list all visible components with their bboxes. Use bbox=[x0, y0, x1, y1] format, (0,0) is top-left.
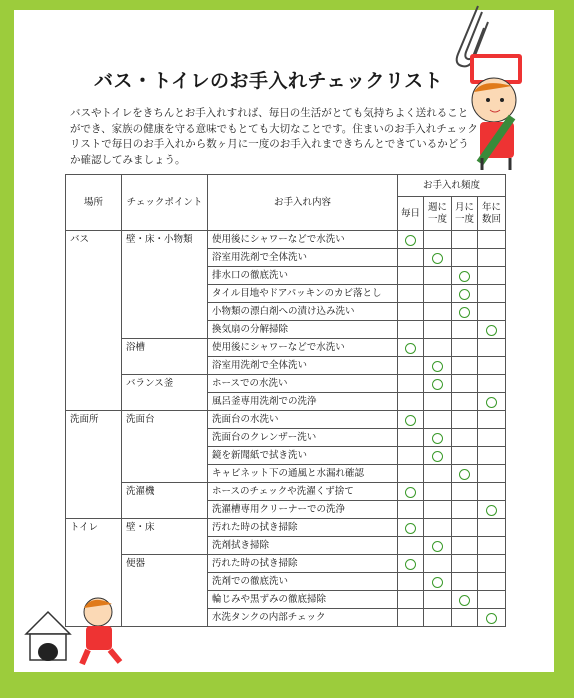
cell-weekly bbox=[424, 339, 452, 357]
cell-monthly bbox=[452, 249, 478, 267]
cell-daily bbox=[398, 249, 424, 267]
cell-place: 洗面所 bbox=[66, 411, 122, 429]
cell-daily bbox=[398, 339, 424, 357]
cell-monthly bbox=[452, 303, 478, 321]
cell-daily bbox=[398, 375, 424, 393]
cell-weekly bbox=[424, 411, 452, 429]
cell-monthly bbox=[452, 483, 478, 501]
cell-place bbox=[66, 483, 122, 501]
cell-weekly bbox=[424, 501, 452, 519]
cell-task: 汚れた時の拭き掃除 bbox=[208, 555, 398, 573]
table-row bbox=[66, 411, 506, 429]
table-row bbox=[66, 375, 506, 393]
cell-checkpoint bbox=[122, 447, 208, 465]
cell-task: 使用後にシャワーなどで水洗い bbox=[208, 339, 398, 357]
cell-yearly bbox=[478, 501, 506, 519]
cell-task: 洗剤での徹底洗い bbox=[208, 573, 398, 591]
cell-monthly bbox=[452, 321, 478, 339]
cell-monthly bbox=[452, 231, 478, 249]
cell-yearly bbox=[478, 375, 506, 393]
table-row bbox=[66, 249, 506, 267]
cell-daily bbox=[398, 429, 424, 447]
check-circle-icon bbox=[432, 379, 443, 390]
cell-yearly bbox=[478, 231, 506, 249]
cell-checkpoint: 洗濯機 bbox=[122, 483, 208, 501]
cell-weekly bbox=[424, 447, 452, 465]
cell-checkpoint: 壁・床・小物類 bbox=[122, 231, 208, 249]
cell-daily bbox=[398, 573, 424, 591]
cell-yearly bbox=[478, 573, 506, 591]
cell-yearly bbox=[478, 249, 506, 267]
header-daily: 毎日 bbox=[398, 197, 424, 231]
check-circle-icon bbox=[486, 505, 497, 516]
header-frequency: お手入れ頻度 bbox=[398, 175, 506, 197]
table-row bbox=[66, 537, 506, 555]
check-circle-icon bbox=[486, 325, 497, 336]
cell-place bbox=[66, 573, 122, 591]
cell-monthly bbox=[452, 519, 478, 537]
cell-weekly bbox=[424, 537, 452, 555]
cell-yearly bbox=[478, 393, 506, 411]
cell-monthly bbox=[452, 267, 478, 285]
cell-checkpoint bbox=[122, 501, 208, 519]
cell-weekly bbox=[424, 357, 452, 375]
cell-yearly bbox=[478, 357, 506, 375]
check-circle-icon bbox=[459, 289, 470, 300]
cell-place bbox=[66, 537, 122, 555]
header-place: 場所 bbox=[66, 175, 122, 231]
page-title: バス・トイレのお手入れチェックリスト bbox=[94, 70, 444, 92]
cell-checkpoint: 便器 bbox=[122, 555, 208, 573]
table-row bbox=[66, 519, 506, 537]
cell-weekly bbox=[424, 375, 452, 393]
cell-place bbox=[66, 303, 122, 321]
cell-monthly bbox=[452, 375, 478, 393]
cell-task: 浴室用洗剤で全体洗い bbox=[208, 249, 398, 267]
cell-weekly bbox=[424, 609, 452, 627]
check-circle-icon bbox=[432, 541, 443, 552]
check-circle-icon bbox=[405, 235, 416, 246]
table-row bbox=[66, 321, 506, 339]
cell-task: 風呂釜専用洗剤での洗浄 bbox=[208, 393, 398, 411]
cell-yearly bbox=[478, 465, 506, 483]
cell-place bbox=[66, 321, 122, 339]
table-row bbox=[66, 501, 506, 519]
cell-place bbox=[66, 501, 122, 519]
cell-daily bbox=[398, 465, 424, 483]
table-row bbox=[66, 555, 506, 573]
cell-task: 輪じみや黒ずみの徹底掃除 bbox=[208, 591, 398, 609]
cell-daily bbox=[398, 357, 424, 375]
cell-task: 使用後にシャワーなどで水洗い bbox=[208, 231, 398, 249]
check-circle-icon bbox=[405, 415, 416, 426]
header-content: お手入れ内容 bbox=[208, 175, 398, 231]
cell-daily bbox=[398, 447, 424, 465]
intro-text: バスやトイレをきちんとお手入れすれば、毎日の生活がとても気持ちよく送れることができ、家族の健康を守る意味でもとても大切なことです。住まいのお手入れチェックリストで毎日のお手入れから数ヶ月に一度のお手入れまできちんとできているかどうか確認してみましょう。 bbox=[70, 107, 478, 166]
table-row bbox=[66, 465, 506, 483]
cell-yearly bbox=[478, 519, 506, 537]
check-circle-icon bbox=[432, 451, 443, 462]
cell-weekly bbox=[424, 519, 452, 537]
cell-place: バス bbox=[66, 231, 122, 249]
table-row bbox=[66, 357, 506, 375]
cell-monthly bbox=[452, 537, 478, 555]
check-circle-icon bbox=[486, 397, 497, 408]
cell-checkpoint bbox=[122, 321, 208, 339]
cell-checkpoint bbox=[122, 249, 208, 267]
cell-weekly bbox=[424, 429, 452, 447]
cell-monthly bbox=[452, 447, 478, 465]
table-row bbox=[66, 573, 506, 591]
cell-daily bbox=[398, 285, 424, 303]
cell-task: 浴室用洗剤で全体洗い bbox=[208, 357, 398, 375]
cell-checkpoint bbox=[122, 591, 208, 609]
check-circle-icon bbox=[459, 307, 470, 318]
cell-place bbox=[66, 285, 122, 303]
cell-daily bbox=[398, 519, 424, 537]
cell-yearly bbox=[478, 267, 506, 285]
cell-yearly bbox=[478, 555, 506, 573]
cell-task: 小物類の漂白剤への漬け込み洗い bbox=[208, 303, 398, 321]
check-circle-icon bbox=[432, 361, 443, 372]
cell-monthly bbox=[452, 591, 478, 609]
cell-task: 洗濯槽専用クリーナーでの洗浄 bbox=[208, 501, 398, 519]
cell-yearly bbox=[478, 429, 506, 447]
cell-place bbox=[66, 339, 122, 357]
cell-daily bbox=[398, 609, 424, 627]
cell-weekly bbox=[424, 573, 452, 591]
cell-weekly bbox=[424, 483, 452, 501]
cell-weekly bbox=[424, 591, 452, 609]
cell-place bbox=[66, 267, 122, 285]
check-circle-icon bbox=[432, 577, 443, 588]
cell-checkpoint bbox=[122, 429, 208, 447]
cell-daily bbox=[398, 501, 424, 519]
cell-checkpoint bbox=[122, 267, 208, 285]
cell-yearly bbox=[478, 339, 506, 357]
cell-daily bbox=[398, 393, 424, 411]
cell-monthly bbox=[452, 465, 478, 483]
cell-monthly bbox=[452, 339, 478, 357]
check-circle-icon bbox=[459, 595, 470, 606]
cell-place bbox=[66, 357, 122, 375]
cell-checkpoint: 洗面台 bbox=[122, 411, 208, 429]
cell-task: 排水口の徹底洗い bbox=[208, 267, 398, 285]
cell-daily bbox=[398, 483, 424, 501]
cell-weekly bbox=[424, 555, 452, 573]
cell-yearly bbox=[478, 321, 506, 339]
cell-daily bbox=[398, 591, 424, 609]
cell-checkpoint: バランス釜 bbox=[122, 375, 208, 393]
cell-monthly bbox=[452, 429, 478, 447]
cell-place bbox=[66, 447, 122, 465]
table-row bbox=[66, 303, 506, 321]
check-circle-icon bbox=[432, 433, 443, 444]
cell-yearly bbox=[478, 483, 506, 501]
cell-task: 洗面台のクレンザー洗い bbox=[208, 429, 398, 447]
header-checkpoint: チェックポイント bbox=[122, 175, 208, 231]
cell-task: 水洗タンクの内部チェック bbox=[208, 609, 398, 627]
cell-daily bbox=[398, 267, 424, 285]
table-row bbox=[66, 339, 506, 357]
cell-weekly bbox=[424, 267, 452, 285]
check-circle-icon bbox=[486, 613, 497, 624]
cell-checkpoint bbox=[122, 357, 208, 375]
cell-checkpoint bbox=[122, 609, 208, 627]
cell-place bbox=[66, 465, 122, 483]
table-row bbox=[66, 231, 506, 249]
cell-yearly bbox=[478, 591, 506, 609]
header-yearly: 年に数回 bbox=[478, 197, 506, 231]
cell-weekly bbox=[424, 285, 452, 303]
checklist-table bbox=[65, 174, 506, 627]
cell-task: ホースのチェックや洗濯くず捨て bbox=[208, 483, 398, 501]
table-row bbox=[66, 393, 506, 411]
check-circle-icon bbox=[405, 487, 416, 498]
cell-checkpoint bbox=[122, 393, 208, 411]
cell-weekly bbox=[424, 303, 452, 321]
cell-daily bbox=[398, 411, 424, 429]
cell-checkpoint bbox=[122, 303, 208, 321]
cell-yearly bbox=[478, 411, 506, 429]
cell-weekly bbox=[424, 249, 452, 267]
cell-checkpoint bbox=[122, 465, 208, 483]
cell-checkpoint bbox=[122, 537, 208, 555]
cell-place bbox=[66, 429, 122, 447]
header-monthly: 月に一度 bbox=[452, 197, 478, 231]
cell-daily bbox=[398, 555, 424, 573]
cell-weekly bbox=[424, 393, 452, 411]
cell-yearly bbox=[478, 303, 506, 321]
cell-daily bbox=[398, 321, 424, 339]
cell-monthly bbox=[452, 393, 478, 411]
cell-task: 汚れた時の拭き掃除 bbox=[208, 519, 398, 537]
cell-place bbox=[66, 375, 122, 393]
cell-weekly bbox=[424, 321, 452, 339]
check-circle-icon bbox=[432, 253, 443, 264]
cell-monthly bbox=[452, 285, 478, 303]
cell-monthly bbox=[452, 555, 478, 573]
boy-with-doghouse-illustration bbox=[22, 590, 134, 670]
check-circle-icon bbox=[405, 523, 416, 534]
header-weekly: 週に一度 bbox=[424, 197, 452, 231]
cell-task: キャビネット下の通風と水漏れ確認 bbox=[208, 465, 398, 483]
cell-monthly bbox=[452, 501, 478, 519]
check-circle-icon bbox=[405, 343, 416, 354]
table-row bbox=[66, 267, 506, 285]
cell-task: 換気扇の分解掃除 bbox=[208, 321, 398, 339]
check-circle-icon bbox=[405, 559, 416, 570]
cell-yearly bbox=[478, 285, 506, 303]
cell-checkpoint bbox=[122, 285, 208, 303]
table-row bbox=[66, 447, 506, 465]
cell-yearly bbox=[478, 447, 506, 465]
table-row bbox=[66, 285, 506, 303]
cell-task: 鏡を新聞紙で拭き洗い bbox=[208, 447, 398, 465]
cell-daily bbox=[398, 303, 424, 321]
cell-monthly bbox=[452, 411, 478, 429]
cell-weekly bbox=[424, 465, 452, 483]
cell-daily bbox=[398, 537, 424, 555]
cell-task: 洗剤拭き掃除 bbox=[208, 537, 398, 555]
check-circle-icon bbox=[459, 271, 470, 282]
cell-yearly bbox=[478, 537, 506, 555]
cell-daily bbox=[398, 231, 424, 249]
cell-monthly bbox=[452, 573, 478, 591]
check-circle-icon bbox=[459, 469, 470, 480]
table-row bbox=[66, 483, 506, 501]
cell-place bbox=[66, 393, 122, 411]
cell-monthly bbox=[452, 357, 478, 375]
cell-yearly bbox=[478, 609, 506, 627]
cell-checkpoint bbox=[122, 573, 208, 591]
table-row bbox=[66, 429, 506, 447]
cell-place: トイレ bbox=[66, 519, 122, 537]
cell-monthly bbox=[452, 609, 478, 627]
cell-weekly bbox=[424, 231, 452, 249]
cell-task: ホースでの水洗い bbox=[208, 375, 398, 393]
cell-checkpoint: 壁・床 bbox=[122, 519, 208, 537]
cell-checkpoint: 浴槽 bbox=[122, 339, 208, 357]
cell-task: タイル目地やドアパッキンのカビ落とし bbox=[208, 285, 398, 303]
cell-place bbox=[66, 555, 122, 573]
cell-place bbox=[66, 249, 122, 267]
cell-task: 洗面台の水洗い bbox=[208, 411, 398, 429]
